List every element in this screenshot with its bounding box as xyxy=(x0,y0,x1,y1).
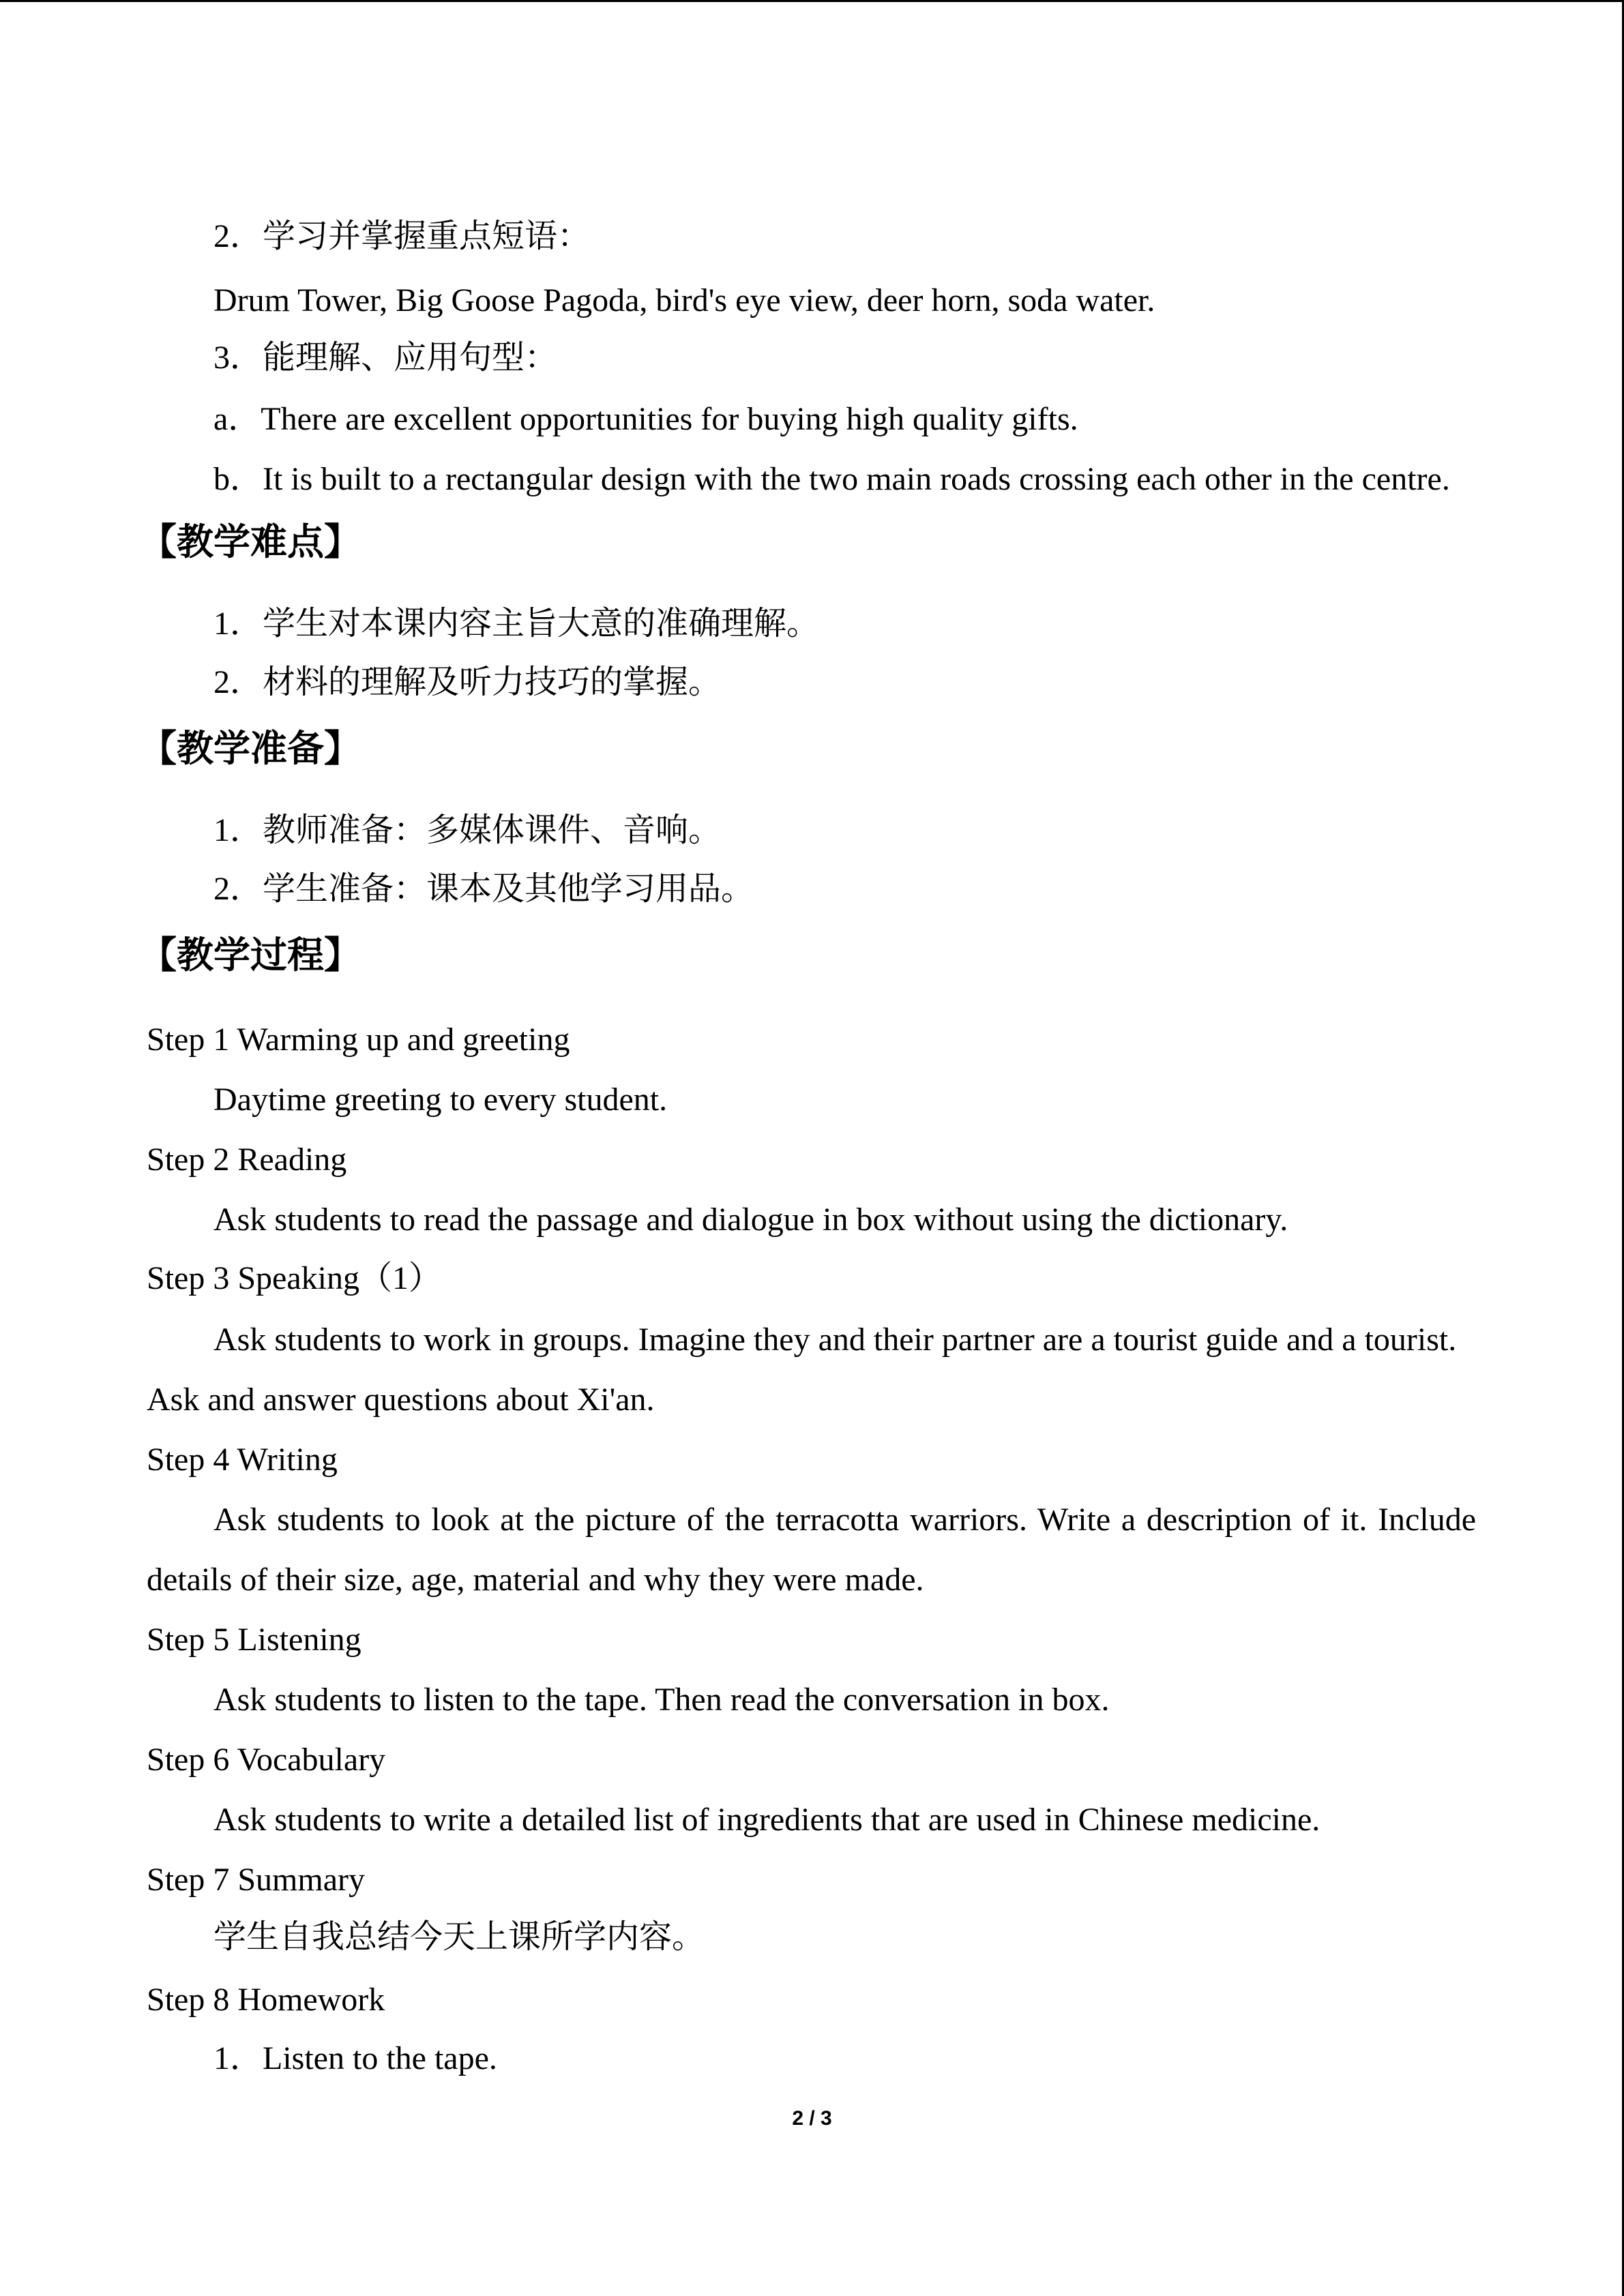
step-title: Step 1 Warming up and greeting xyxy=(147,1022,570,1058)
step-title: Step 7 Summary xyxy=(147,1862,365,1898)
list-item: 1．教师准备：多媒体课件、音响。 xyxy=(213,812,722,848)
heading-process: 【教学过程】 xyxy=(140,935,361,976)
sentence-pattern-b: b．It is built to a rectangular design with the two main roads crossing each other in the centre. xyxy=(213,461,1450,497)
step-title: Step 8 Homework xyxy=(147,1982,385,2018)
step-title: Step 6 Vocabulary xyxy=(147,1742,386,1778)
step-text: Ask students to listen to the tape. Then read the conversation in box. xyxy=(213,1682,1110,1718)
list-item: 2．材料的理解及听力技巧的掌握。 xyxy=(213,664,722,700)
step-text: Ask students to work in groups. Imagine they and their partner are a tourist guide and a tourist. xyxy=(213,1322,1457,1358)
objective-item-2: 2．学习并掌握重点短语： xyxy=(213,218,591,254)
step-text: 学生自我总结今天上课所学内容。 xyxy=(213,1919,705,1955)
list-item: 2．学生准备：课本及其他学习用品。 xyxy=(213,871,754,907)
step-title: Step 2 Reading xyxy=(147,1142,347,1178)
heading-difficulties: 【教学难点】 xyxy=(140,522,361,563)
key-phrases: Drum Tower, Big Goose Pagoda, bird's eye view, deer horn, soda water. xyxy=(213,282,1155,318)
sentence-pattern-a: a．There are excellent opportunities for buying high quality gifts. xyxy=(213,401,1078,437)
step-text: Ask and answer questions about Xi'an. xyxy=(147,1382,655,1418)
step-title: Step 3 Speaking（1） xyxy=(147,1260,441,1296)
step-title: Step 5 Listening xyxy=(147,1622,361,1658)
page-number: 2 / 3 xyxy=(792,2107,832,2130)
step-text: Daytime greeting to every student. xyxy=(213,1082,668,1118)
objective-item-3: 3．能理解、应用句型： xyxy=(213,340,558,376)
step-text: Ask students to look at the picture of the terracotta warriors. Write a description of it. Include xyxy=(213,1502,1476,1538)
step-text: Ask students to read the passage and dialogue in box without using the dictionary. xyxy=(213,1202,1288,1238)
list-item: 1．学生对本课内容主旨大意的准确理解。 xyxy=(213,606,820,642)
heading-preparation: 【教学准备】 xyxy=(140,728,361,769)
step-text: details of their size, age, material and why they were made. xyxy=(147,1562,924,1598)
step-text: 1．Listen to the tape. xyxy=(213,2040,497,2076)
step-text: Ask students to write a detailed list of ingredients that are used in Chinese medicine. xyxy=(213,1802,1320,1838)
step-title: Step 4 Writing xyxy=(147,1442,338,1478)
